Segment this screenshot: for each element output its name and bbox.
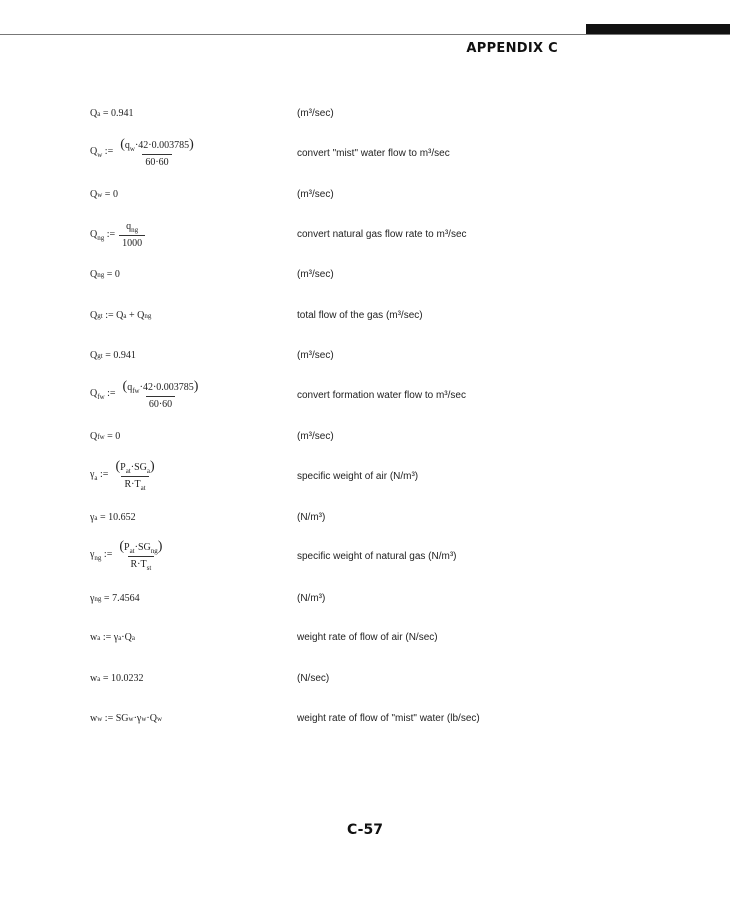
row-description: weight rate of flow of "mist" water (lb/sec) — [297, 713, 480, 724]
gamma-ng-value: 7.4564 — [112, 593, 140, 604]
formula: w a := γ a ·Q a — [90, 632, 135, 643]
row-description: weight rate of flow of air (N/sec) — [297, 632, 438, 643]
formula: $\gamma_{ng}$ := $\frac{(P_{at}\cdot SG_{ng})}{R\cdot T_{st}}$ — [90, 539, 165, 572]
formula: γ ng = 7.4564 — [90, 593, 140, 604]
formula: $Q_w$ := $\frac{(q_w\cdot 42\cdot 0.003785)}{60\cdot 60}$ — [90, 137, 197, 168]
fraction: $\frac{(q_w\cdot 42\cdot 0.003785)}{60\cdot 60}$ — [120, 137, 194, 168]
denominator: 60·60 — [146, 396, 175, 410]
gamma-a-value: 10.652 — [108, 512, 136, 523]
header-rule — [0, 34, 730, 35]
qw-value: 0 — [112, 189, 118, 200]
formula: Q ng = 0 — [90, 269, 120, 280]
fraction: $\frac{(q_{fw}\cdot 42\cdot 0.003785)}{60\cdot 60}$ — [122, 379, 199, 410]
row-description: convert "mist" water flow to m³/sec — [297, 148, 450, 159]
constant: 42 — [142, 382, 153, 393]
header-tab-bar — [586, 24, 730, 34]
constant: 0.003785 — [156, 382, 194, 393]
row-description: convert formation water flow to m³/sec — [297, 390, 466, 401]
row-description: specific weight of natural gas (N/m³) — [297, 551, 457, 562]
row-description: specific weight of air (N/m³) — [297, 471, 419, 482]
qgt-value: 0.941 — [113, 350, 136, 361]
row-description: (m³/sec) — [297, 350, 334, 361]
wa-value: 10.0232 — [110, 673, 144, 684]
fraction: $\frac{(P_{at}\cdot SG_{ng})}{R\cdot T_{st}}$ — [119, 539, 163, 572]
row-description: total flow of the gas (m³/sec) — [297, 310, 423, 321]
row-description: (N/sec) — [297, 673, 330, 684]
constant: 0.003785 — [151, 140, 190, 151]
row-description: convert natural gas flow rate to m³/sec — [297, 229, 467, 240]
appendix-heading: APPENDIX C — [466, 41, 558, 56]
formula: $Q_{ng}$ := $\frac{q_{ng}}{1000}$ — [90, 221, 145, 249]
qa-value: 0.941 — [110, 108, 134, 119]
formula: Q gt = 0.941 — [90, 350, 136, 361]
denominator: 60·60 — [142, 154, 171, 168]
formula: Q a = 0.941 — [90, 108, 134, 119]
fraction: $\frac{(P_{at}\cdot SG_a)}{R\cdot T_{at}}$ — [115, 459, 155, 492]
row-description: (N/m³) — [297, 593, 326, 604]
qng-value: 0 — [114, 269, 120, 280]
formula: $\gamma_a$ := $\frac{(P_{at}\cdot SG_a)}{R\cdot T_{at}}$ — [90, 459, 158, 492]
qfw-value: 0 — [115, 431, 121, 442]
formula: Q w = 0 — [90, 189, 118, 200]
row-description: (m³/sec) — [297, 189, 334, 200]
denominator: 1000 — [119, 235, 145, 249]
formula: w w := SG w ·γ w ·Q w — [90, 713, 162, 724]
row-description: (N/m³) — [297, 512, 326, 523]
row-description: (m³/sec) — [297, 269, 334, 280]
formula: $Q_{fw}$ := $\frac{(q_{fw}\cdot 42\cdot 0.003785)}{60\cdot 60}$ — [90, 379, 201, 410]
fraction: $\frac{q_{ng}}{1000}$ — [119, 221, 145, 249]
formula: γ a = 10.652 — [90, 512, 136, 523]
page-number: C-57 — [347, 822, 383, 838]
formula: Q gt := Q a + Q ng — [90, 310, 152, 321]
row-description: (m³/sec) — [297, 431, 334, 442]
formula: Q fw = 0 — [90, 431, 121, 442]
row-description: (m³/sec) — [297, 108, 334, 119]
formula: w a = 10.0232 — [90, 673, 144, 684]
constant: 42 — [138, 140, 149, 151]
